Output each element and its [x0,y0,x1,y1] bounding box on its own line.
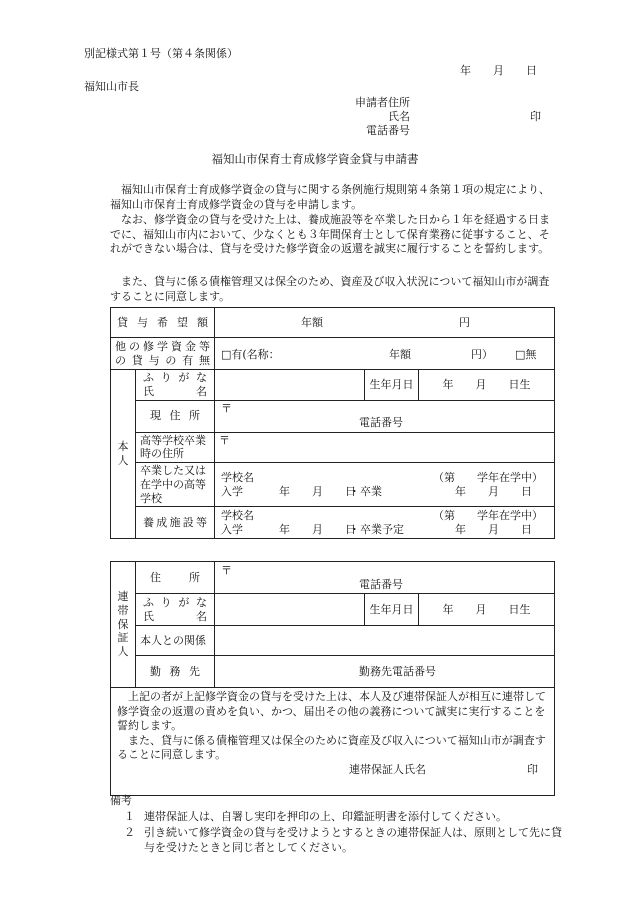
applicant-name-label: 氏名 [388,110,410,123]
training-field[interactable] [215,507,555,539]
hs-enroll-label: 入学 [221,484,243,498]
high-school-label-line2: 在学中の高等 [140,477,206,491]
hs-grade-status: （第 学年在学中） [433,470,543,484]
guarantor-birth-date-field[interactable]: 年 月 日生 [419,594,555,626]
hs-postal-mark: 〒 [219,433,230,447]
applicant-name-field[interactable] [215,370,365,401]
applicant-section-label [111,370,136,539]
hs-address-field[interactable] [215,432,555,463]
workplace-field[interactable] [215,656,555,688]
notes-heading: 備考 [110,794,132,807]
training-school-name-label: 学校名 [221,508,254,522]
guarantor-name-field[interactable] [215,594,365,626]
loan-amount-year-label: 年額 [301,315,323,329]
other-loan-label-line2: の貸与の有無 [115,353,210,367]
guarantor-section-text: 連帯保証人 [117,590,129,659]
high-school-label-line3: 学校 [140,491,162,505]
addressee: 福知山市長 [84,80,139,93]
workplace-label-cell [136,656,215,688]
name-label: 氏名 [143,384,207,398]
high-school-label-cell [136,463,215,507]
furigana-name-label-cell [136,370,215,401]
other-loan-yen-label: 円） [471,347,493,361]
loan-amount-field[interactable] [215,308,555,338]
postal-mark: 〒 [221,402,232,415]
hs-graduation-date: 年 月 日 [455,484,532,498]
other-loan-yes-checkbox[interactable]: □有(名称： [221,347,280,361]
other-loan-label-line1: 他の修学資金等 [115,339,210,353]
relation-field[interactable] [215,626,555,656]
loan-amount-label-cell [111,308,215,338]
current-phone-label: 電話番号 [359,416,403,429]
applicant-section-text: 本人 [117,440,129,468]
note-2-number: ２ [124,826,135,839]
guarantor-pledge-cell [111,688,555,796]
applicant-table [110,307,555,539]
seal-mark: 印 [530,110,541,123]
loan-amount-yen-label: 円 [459,315,470,329]
intro-paragraph-2: なお、修学資金の貸与を受けた上は、養成施設等を卒業した日から１年を経過する日までに、福知山市内において、少なくとも３年間保育士として保育業務に従事すること、それができない場合は、貸与を受けた修学資金の返還を誠実に履行することを誓約します。 [110,213,550,256]
other-loan-year-label: 年額 [389,347,411,361]
note-1-text: 連帯保証人は、自署し実印を押印の上、印鑑証明書を添付してください。 [144,810,507,823]
guarantor-address-field[interactable] [215,562,555,594]
form-number: 別記様式第１号（第４条関係） [84,47,238,60]
guarantor-signature-label: 連帯保証人氏名 [349,762,426,776]
training-enroll-label: 入学 [221,522,243,536]
other-loan-no-checkbox[interactable]: □無 [515,347,537,361]
current-address-label-cell [136,400,215,432]
guarantor-address-label: 住所 [150,570,200,584]
guarantor-pledge-1: 上記の者が上記修学資金の貸与を受けた上は、本人及び連帯保証人が相互に連帯して修学資金の返還の責めを負い、かつ、届出その他の義務について誠実に実行することを誓約します。 [117,690,546,733]
guarantor-address-label-cell [136,562,215,594]
workplace-label: 勤務先 [150,664,200,678]
high-school-field[interactable] [215,463,555,507]
hs-school-name-label: 学校名 [221,470,254,484]
workplace-phone-label: 勤務先電話番号 [359,664,436,678]
document-title: 福知山市保育士育成修学資金貸与申請書 [211,152,419,166]
guarantor-name-label-cell [136,594,215,626]
high-school-label-line1: 卒業した又は [140,464,206,477]
birth-label: 生年月日 [365,370,419,401]
hs-graduated-label: ・卒業 [349,484,382,498]
guarantor-furigana-label: ふりがな [143,595,207,609]
other-loan-field[interactable] [215,338,555,370]
current-address-field[interactable] [215,400,555,432]
training-grade-status: （第 学年在学中） [433,508,543,522]
guarantor-pledge-2: また、貸与に係る債権管理又は保全のために資産及び収入について福知山市が調査することに同意します。 [117,733,546,762]
intro-paragraph-1: 福知山市保育士育成修学資金の貸与に関する条例施行規則第４条第１項の規定により、福知山市保育士育成修学資金の貸与を申請します。 [110,183,550,211]
note-1-number: １ [124,810,135,823]
applicant-phone-label: 電話番号 [366,124,410,137]
training-enroll-date: 年 月 日 [279,522,356,536]
guarantor-postal-mark: 〒 [221,563,232,577]
guarantor-section-label [111,562,136,688]
guarantor-table [110,561,555,796]
other-loan-label-cell [111,338,215,370]
loan-amount-label: 貸与希望額 [117,315,208,329]
training-graduation-date: 年 月 日 [455,522,532,536]
furigana-label: ふりがな [143,371,207,384]
date-line: 年 月 日 [460,64,537,77]
note-2-text: 引き続いて修学資金の貸与を受けようとするときの連帯保証人は、原則として先に貸与を受けたときと同じ者としてください。 [144,826,562,854]
applicant-address-label: 申請者住所 [355,96,410,109]
training-expected-graduation-label: ・卒業予定 [349,522,404,536]
intro-paragraph-3: また、貸与に係る債権管理又は保全のため、資産及び収入状況について福知山市が調査することに同意します。 [110,275,550,303]
hs-address-label-line2: 時の住所 [140,447,184,461]
birth-date-field[interactable]: 年 月 日生 [419,370,555,401]
guarantor-name-label: 氏名 [143,609,207,623]
guarantor-seal-mark: 印 [527,762,538,776]
relation-label: 本人との関係 [136,626,215,656]
guarantor-birth-label: 生年月日 [365,594,419,626]
hs-address-label-line1: 高等学校卒業 [140,433,206,447]
hs-enroll-date: 年 月 日 [279,484,356,498]
hs-address-label-cell [136,432,215,463]
training-label-cell [136,507,215,539]
current-address-label: 現住所 [150,409,200,423]
guarantor-phone-label: 電話番号 [359,577,403,591]
training-label: 養成施設等 [143,515,207,529]
